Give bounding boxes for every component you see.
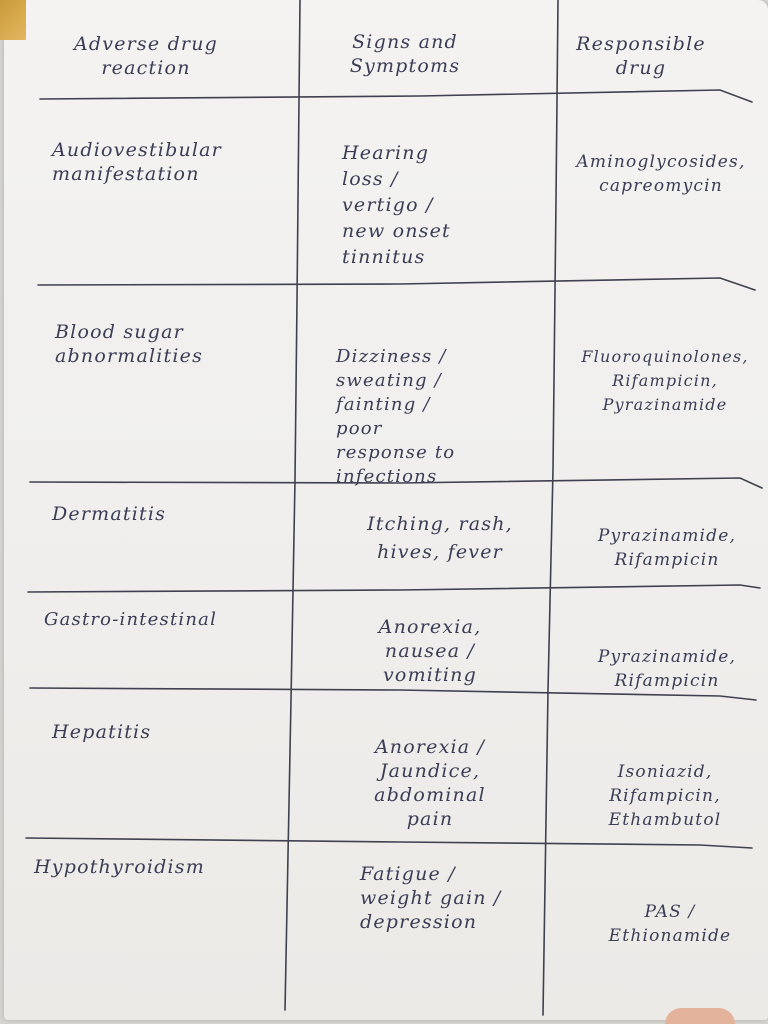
row-4-symptoms: Anorexia, nausea / vomiting: [378, 616, 482, 686]
row-3-reaction: Dermatitis: [52, 503, 167, 525]
row-1-symptoms: Hearing loss / vertigo / new onset tinnitus: [342, 142, 451, 268]
thumb-edge: [665, 1008, 735, 1024]
row-divider-6: [26, 838, 752, 848]
row-3-symptoms: Itching, rash, hives, fever: [367, 513, 513, 563]
row-2-drug: Fluoroquinolones, Rifampicin, Pyrazinamide: [581, 347, 749, 414]
column-divider-1: [285, 0, 300, 1010]
row-6-drug: PAS / Ethionamide: [608, 902, 732, 946]
header-drug: Responsible drug: [576, 33, 706, 79]
row-divider-1: [40, 90, 752, 102]
header-reaction: Adverse drug reaction: [73, 33, 219, 79]
column-divider-2: [543, 0, 558, 1015]
row-1-drug: Aminoglycosides, capreomycin: [576, 152, 746, 196]
row-2-symptoms: Dizziness / sweating / fainting / poor response to infections: [336, 346, 456, 487]
row-5-drug: Isoniazid, Rifampicin, Ethambutol: [608, 762, 722, 830]
row-5-symptoms: Anorexia / Jaundice, abdominal pain: [374, 736, 486, 830]
row-1-reaction: Audiovestibular manifestation: [52, 139, 222, 185]
row-4-reaction: Gastro-intestinal: [44, 609, 218, 630]
row-6-reaction: Hypothyroidism: [34, 856, 205, 878]
row-2-reaction: Blood sugar abnormalities: [55, 321, 204, 367]
row-5-reaction: Hepatitis: [52, 721, 152, 743]
row-4-drug: Pyrazinamide, Rifampicin: [597, 647, 737, 691]
row-divider-2: [38, 278, 755, 290]
row-6-symptoms: Fatigue / weight gain / depression: [360, 863, 502, 933]
header-symptoms: Signs and Symptoms: [349, 31, 461, 77]
row-divider-4: [28, 585, 760, 592]
row-3-drug: Pyrazinamide, Rifampicin: [597, 526, 737, 570]
